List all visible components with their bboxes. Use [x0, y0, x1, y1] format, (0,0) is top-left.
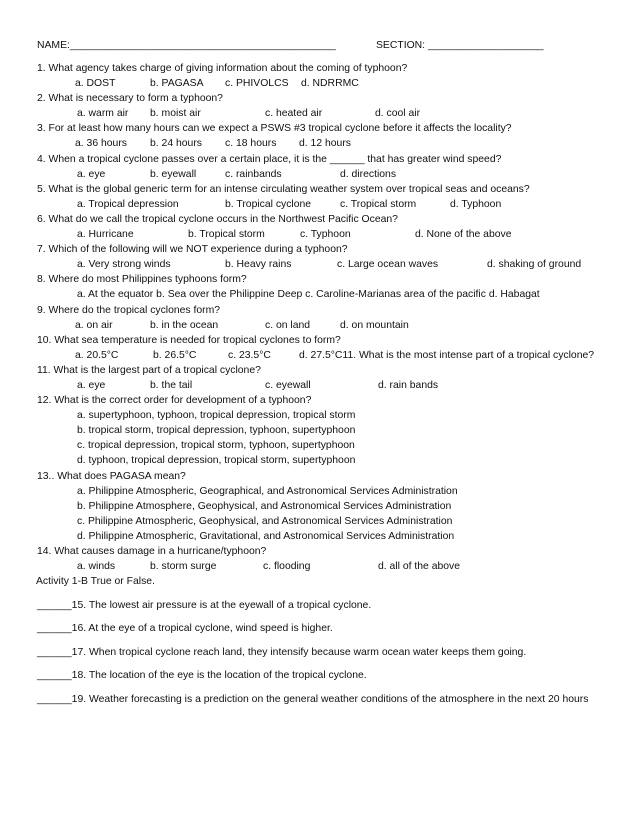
question-4: 4. When a tropical cyclone passes over a certain place, it is the ______ that has greater wind speed?	[37, 153, 502, 165]
option[interactable]: b. Tropical storm	[188, 229, 265, 241]
option[interactable]: d. NDRRMC	[301, 78, 359, 90]
question-7: 7. Which of the following will we NOT experience during a typhoon?	[37, 244, 348, 256]
option[interactable]: a. eye	[77, 168, 106, 180]
option[interactable]: a. on air	[75, 319, 113, 331]
option[interactable]: a. 20.5°C	[75, 349, 119, 361]
option[interactable]: b. 24 hours	[150, 138, 202, 150]
option[interactable]: d. 27.5°C11. What is the most intense part of a tropical cyclone?	[299, 349, 595, 361]
option[interactable]: a. eye	[77, 379, 106, 391]
option[interactable]: b. eyewall	[150, 168, 197, 180]
option[interactable]: b. storm surge	[150, 561, 217, 573]
question-3: 3. For at least how many hours can we expect a PSWS #3 tropical cyclone before it affects the locality?	[37, 123, 512, 135]
question-2: 2. What is necessary to form a typhoon?	[37, 93, 223, 105]
option[interactable]: a. Hurricane	[77, 229, 134, 241]
question-list	[37, 61, 633, 589]
true-false-list	[37, 598, 597, 715]
option[interactable]: a. DOST	[75, 78, 116, 90]
option[interactable]: d. rain bands	[378, 379, 439, 391]
option[interactable]: c. heated air	[265, 108, 323, 120]
option[interactable]: b. tropical storm, tropical depression, typhoon, supertyphoon	[77, 425, 356, 437]
option[interactable]: a. warm air	[77, 108, 129, 120]
option[interactable]: b. PAGASA	[150, 78, 204, 90]
option[interactable]: b. the tail	[150, 379, 193, 391]
option[interactable]: d. typhoon, tropical depression, tropical storm, supertyphoon	[77, 455, 356, 467]
options-7	[37, 257, 633, 272]
option[interactable]: c. PHIVOLCS	[225, 78, 289, 90]
option[interactable]: b. Heavy rains	[225, 259, 292, 271]
tf-item-16[interactable]: ______16. At the eye of a tropical cyclone, wind speed is higher.	[37, 623, 333, 635]
option[interactable]: c. tropical depression, tropical storm, typhoon, supertyphoon	[77, 440, 355, 452]
question-8: 8. Where do most Philippines typhoons form?	[37, 274, 247, 286]
question-5: 5. What is the global generic term for an intense circulating weather system over tropical seas and oceans?	[37, 183, 530, 195]
question-10: 10. What sea temperature is needed for tropical cyclones to form?	[37, 334, 341, 346]
option[interactable]: c. flooding	[263, 561, 311, 573]
question-11: 11. What is the largest part of a tropical cyclone?	[37, 364, 261, 376]
options-5	[37, 197, 633, 212]
option[interactable]: a. winds	[77, 561, 116, 573]
options-14	[37, 559, 633, 574]
option[interactable]: c. Philippine Atmospheric, Geophysical, and Astronomical Services Administration	[77, 515, 453, 527]
options-8	[37, 287, 633, 302]
options-4	[37, 167, 633, 182]
option[interactable]: a. At the equator b. Sea over the Philippine Deep c. Caroline-Marianas area of the pacific d. Habagat	[77, 289, 540, 301]
option[interactable]: b. moist air	[150, 108, 201, 120]
option[interactable]: c. 23.5°C	[228, 349, 271, 361]
tf-item-15[interactable]: ______15. The lowest air pressure is at the eyewall of a tropical cyclone.	[37, 600, 372, 611]
tf-item-17[interactable]: ______17. When tropical cyclone reach land, they intensify because warm ocean water keeps them going.	[37, 646, 527, 658]
options-10	[37, 348, 633, 363]
option[interactable]: c. eyewall	[265, 379, 311, 391]
section-label: SECTION:	[376, 40, 426, 51]
option[interactable]: c. Large ocean waves	[337, 259, 439, 271]
option[interactable]: c. on land	[265, 319, 311, 331]
option[interactable]: d. Typhoon	[450, 198, 502, 210]
tf-item-19[interactable]: ______19. Weather forecasting is a prediction on the general weather conditions of the atmosphere in the next 20 hours	[37, 693, 589, 705]
name-label: NAME:	[37, 40, 70, 51]
option[interactable]: a. Tropical depression	[77, 198, 179, 210]
question-9: 9. Where do the tropical cyclones form?	[37, 304, 221, 316]
option[interactable]: d. None of the above	[415, 229, 512, 241]
options-2	[37, 106, 633, 121]
option[interactable]: b. Tropical cyclone	[225, 198, 312, 210]
options-3	[37, 136, 633, 151]
option[interactable]: a. Philippine Atmospheric, Geographical, and Astronomical Services Administration	[77, 485, 458, 497]
name-field	[37, 38, 336, 53]
option[interactable]: c. Tropical storm	[340, 198, 417, 210]
option[interactable]: c. rainbands	[225, 168, 282, 180]
option[interactable]: d. directions	[340, 168, 397, 180]
options-1	[37, 76, 633, 91]
question-13: 13.. What does PAGASA mean?	[37, 470, 186, 482]
option[interactable]: a. 36 hours	[75, 138, 127, 150]
question-12: 12. What is the correct order for development of a typhoon?	[37, 395, 312, 407]
question-6: 6. What do we call the tropical cyclone occurs in the Northwest Pacific Ocean?	[37, 213, 398, 225]
option[interactable]: b. in the ocean	[150, 319, 219, 331]
options-6	[37, 227, 633, 242]
option[interactable]: d. Philippine Atmospheric, Gravitational, and Astronomical Services Administration	[77, 530, 455, 542]
tf-item-18[interactable]: ______18. The location of the eye is the location of the tropical cyclone.	[37, 670, 367, 682]
option[interactable]: b. Philippine Atmosphere, Geophysical, and Astronomical Services Administration	[77, 500, 452, 512]
option[interactable]: a. supertyphoon, typhoon, tropical depression, tropical storm	[77, 410, 356, 422]
option[interactable]: d. 12 hours	[299, 138, 351, 150]
options-11	[37, 378, 633, 393]
name-blank[interactable]: ______________________________________________	[69, 40, 336, 51]
activity-title: Activity 1-B True or False.	[36, 576, 155, 588]
section-field	[376, 38, 544, 53]
option[interactable]: d. all of the above	[378, 561, 461, 573]
option[interactable]: d. shaking of ground	[487, 259, 582, 271]
option[interactable]: c. Typhoon	[300, 229, 351, 241]
option[interactable]: d. on mountain	[340, 319, 409, 331]
option[interactable]: a. Very strong winds	[77, 259, 171, 271]
option[interactable]: b. 26.5°C	[153, 349, 197, 361]
question-14: 14. What causes damage in a hurricane/typhoon?	[37, 546, 267, 557]
option[interactable]: c. 18 hours	[225, 138, 277, 150]
question-1: 1. What agency takes charge of giving information about the coming of typhoon?	[37, 63, 408, 74]
options-9	[37, 318, 633, 333]
option[interactable]: d. cool air	[375, 108, 421, 120]
section-blank[interactable]: ____________________	[427, 40, 544, 51]
